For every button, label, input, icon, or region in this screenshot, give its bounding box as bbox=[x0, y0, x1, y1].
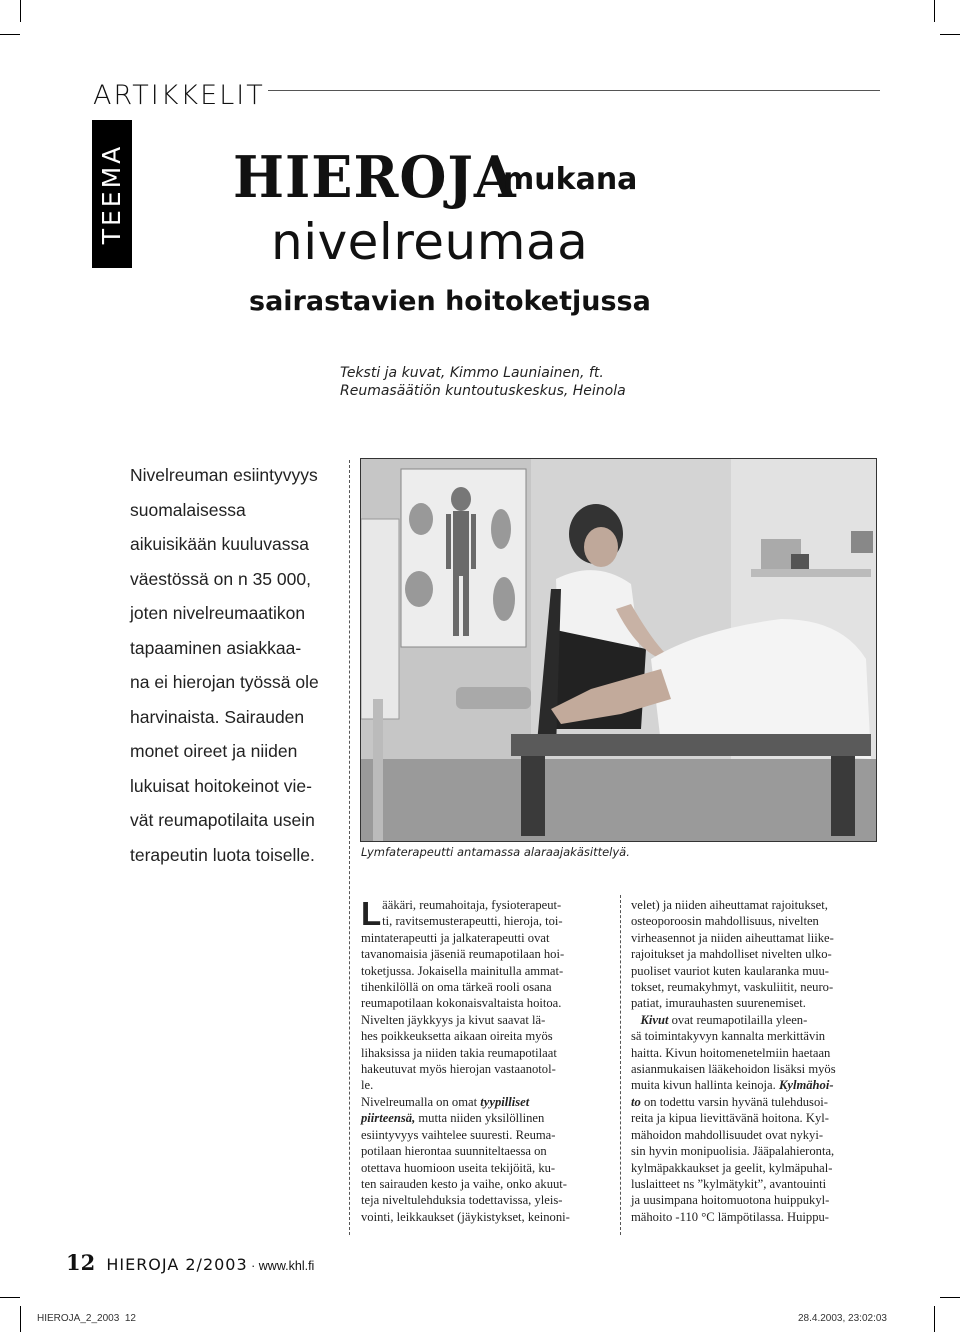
intro-line: terapeutin luota toiselle. bbox=[130, 844, 315, 865]
title-mukana: mukana bbox=[503, 162, 638, 197]
text-line: reumapotilaan kokonaisvaltaista hoitoa. bbox=[361, 996, 562, 1011]
text-line: mähoito -110 °C lämpötilassa. Huippu- bbox=[631, 1209, 830, 1224]
emphasis: piirteensä, bbox=[361, 1111, 416, 1126]
text-line: ja uusimpana hoitomuotona huippukyl- bbox=[631, 1193, 830, 1208]
text-line bbox=[361, 1110, 608, 1126]
intro-line: lukuisat hoitokeinot vie- bbox=[130, 775, 312, 796]
title-subline: sairastavien hoitoketjussa bbox=[249, 286, 651, 317]
header-rule bbox=[268, 90, 880, 91]
text-line: velet) ja niiden aiheuttamat rajoitukset, bbox=[631, 898, 828, 912]
section-label: ARTIKKELIT bbox=[93, 80, 265, 111]
photo-illustration bbox=[361, 459, 876, 841]
text-line: luslaitteet ns ”kylmätykit”, avantouinti bbox=[631, 1176, 827, 1191]
title-hieroja: HIEROJA bbox=[233, 143, 517, 211]
footer-url[interactable]: www.khl.fi bbox=[258, 1259, 315, 1273]
emphasis: Kylmähoi- bbox=[778, 1078, 834, 1093]
tema-label: TEEMA bbox=[97, 143, 126, 245]
intro-line: Nivelreuman esiintyvyys bbox=[130, 465, 318, 485]
text-line: toketjussa. Jokaisella mainitulla ammat- bbox=[361, 963, 564, 978]
intro-line: joten nivelreumaatikon bbox=[130, 603, 306, 623]
crop-mark bbox=[20, 0, 21, 22]
text-line bbox=[361, 1094, 608, 1110]
title-nivelreumaa: nivelreumaa bbox=[271, 213, 589, 271]
text-line: Nivelten jäykkyys ja kivut saavat lä- bbox=[361, 1012, 546, 1027]
magazine-issue: HIEROJA 2/2003 bbox=[106, 1255, 248, 1274]
page-footer bbox=[66, 1250, 314, 1275]
crop-mark bbox=[934, 1306, 935, 1332]
text-line bbox=[631, 1094, 879, 1110]
footer-separator: · bbox=[247, 1259, 259, 1273]
column-divider bbox=[349, 460, 350, 1235]
text-line: virheasennot ja niiden aiheuttamat liike- bbox=[631, 930, 834, 945]
intro-line: na ei hierojan työssä ole bbox=[130, 672, 319, 692]
crop-mark bbox=[20, 1306, 21, 1332]
text-line: hakeutuvat myös hierojan vastaanotol- bbox=[361, 1062, 556, 1077]
byline bbox=[340, 364, 680, 400]
text-line: kylmäpakkaukset ja geelit, kylmäpuhal- bbox=[631, 1160, 833, 1175]
intro-line: väestössä on n 35 000, bbox=[130, 568, 311, 589]
text-line: patiat, imurauhasten suurenemiset. bbox=[631, 996, 806, 1011]
crop-mark bbox=[0, 1297, 20, 1298]
crop-mark bbox=[0, 34, 20, 35]
text-line: esiintyvyys vaihtelee suuresti. Reuma- bbox=[361, 1127, 556, 1142]
text-line: sä toimintakyvyn kannalta merkittävin bbox=[631, 1029, 826, 1044]
photo-caption: Lymfaterapeutti antamassa alaraajakäsittelyä. bbox=[361, 845, 630, 859]
body-column-2 bbox=[631, 897, 879, 1225]
text-line: tihenkilöllä on oma tärkeä rooli osana bbox=[361, 980, 552, 995]
intro-line: aikuisikään kuuluvassa bbox=[130, 534, 309, 554]
text-line: sin hyvin monipuolisia. Jääpalahieronta, bbox=[631, 1144, 835, 1159]
text-line: tokset, reumakyhmyt, vaskuliitit, neuro- bbox=[631, 980, 834, 995]
intro-line: tapaaminen asiakkaa- bbox=[130, 637, 302, 658]
text-line: puoliset vauriot kuten kaularanka muu- bbox=[631, 963, 829, 978]
article-photo bbox=[360, 458, 877, 842]
text-span: Nivelreumalla on omat bbox=[361, 1094, 478, 1109]
text-line: mähoidon mahdollisuudet ovat nykyi- bbox=[631, 1127, 824, 1142]
text-line: tavanomaisia jäseniä reumapotilaan hoi- bbox=[361, 947, 565, 962]
text-line: mintaterapeutti ja jalkaterapeutti ovat bbox=[361, 930, 550, 945]
text-line: teja niveltulehduksia todettavissa, yleis- bbox=[361, 1193, 563, 1208]
page-number: 12 bbox=[66, 1250, 96, 1275]
byline-line: Reumasäätiön kuntoutuskeskus, Heinola bbox=[340, 383, 626, 399]
text-line: reita ja kipua lievittävänä hoitona. Kyl- bbox=[631, 1111, 829, 1126]
intro-line: vät reumapotilaita usein bbox=[130, 810, 315, 830]
tema-badge bbox=[92, 120, 132, 268]
intro-paragraph bbox=[130, 458, 345, 872]
text-line: rajoitukset ja mahdolliset nivelten ulko- bbox=[631, 947, 832, 962]
crop-mark bbox=[940, 1297, 960, 1298]
text-line: le. bbox=[361, 1078, 374, 1093]
text-line: vointi, leikkaukset (jäykistykset, keinoni- bbox=[361, 1209, 570, 1224]
print-slug-left: HIEROJA_2_2003 12 bbox=[37, 1313, 136, 1324]
text-line: ti, ravitsemusterapeutti, hieroja, toi- bbox=[382, 914, 563, 929]
text-line: potilaan hierontaa suunniteltaessa on bbox=[361, 1144, 547, 1159]
text-line bbox=[631, 1012, 879, 1028]
text-span: on todettu varsin hyvänä tulehdusoi- bbox=[643, 1094, 828, 1109]
text-line: ten sairauden kesto ja vaihe, onko akuut- bbox=[361, 1176, 567, 1191]
text-line: otettava huomioon useita tekijöitä, ku- bbox=[361, 1160, 556, 1175]
text-line: haitta. Kivun hoitomenetelmiin haetaan bbox=[631, 1045, 831, 1060]
text-line: osteoporoosin mahdollisuus, nivelten bbox=[631, 914, 819, 929]
text-line: asianmukaisen lääkehoidon lisäksi myös bbox=[631, 1062, 836, 1077]
emphasis: to bbox=[631, 1094, 641, 1109]
text-span: muita kivun hallinta keinoja. bbox=[631, 1078, 776, 1093]
text-span: ovat reumapotilailla yleen- bbox=[671, 1012, 808, 1027]
text-line: ääkäri, reumahoitaja, fysioterapeut- bbox=[382, 898, 562, 912]
intro-line: monet oireet ja niiden bbox=[130, 741, 298, 761]
print-slug-right: 28.4.2003, 23:02:03 bbox=[798, 1313, 887, 1324]
emphasis: tyypilliset bbox=[480, 1094, 530, 1109]
intro-line: harvinaista. Sairauden bbox=[130, 706, 305, 727]
emphasis: Kivut bbox=[640, 1012, 669, 1027]
body-column-1 bbox=[361, 897, 608, 1225]
crop-mark bbox=[940, 34, 960, 35]
text-line: lihaksissa ja niiden takia reumapotilaat bbox=[361, 1045, 557, 1060]
intro-line: suomalaisessa bbox=[130, 499, 246, 520]
byline-line: Teksti ja kuvat, Kimmo Launiainen, ft. bbox=[340, 365, 604, 381]
text-span: mutta niiden yksilöllinen bbox=[418, 1111, 545, 1126]
column-divider bbox=[620, 895, 621, 1235]
crop-mark bbox=[934, 0, 935, 22]
drop-cap: L bbox=[361, 895, 382, 932]
text-line bbox=[631, 1077, 879, 1093]
text-line: hes poikkeuksetta aikaan oireita myös bbox=[361, 1029, 553, 1044]
